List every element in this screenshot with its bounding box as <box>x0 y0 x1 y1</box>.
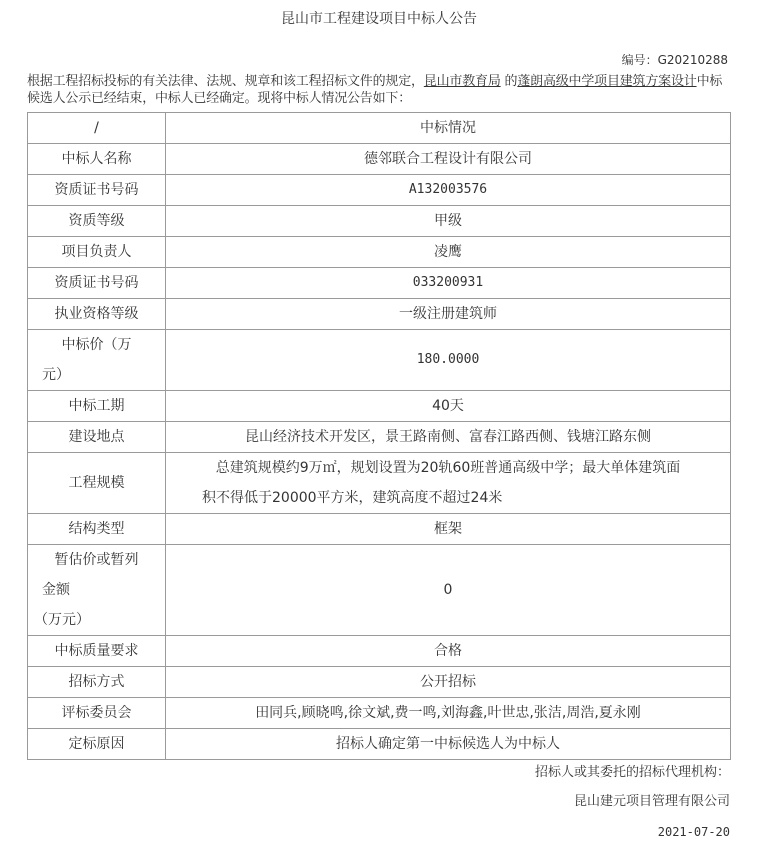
row-label: 资质证书号码 <box>28 175 166 206</box>
row-value: 招标人确定第一中标候选人为中标人 <box>166 729 731 760</box>
table-row <box>28 144 731 175</box>
row-label <box>28 545 166 636</box>
header-slash: / <box>28 113 166 144</box>
value-line: 总建筑规模约9万㎡，规划设置为20轨60班普通高级中学；最大单体建筑面 <box>215 460 681 476</box>
row-value: 公开招标 <box>166 667 731 698</box>
table-row <box>28 422 731 453</box>
table-row <box>28 206 731 237</box>
intro-prefix: 根据工程招标投标的有关法律、法规、规章和该工程招标文件的规定， <box>27 74 424 89</box>
row-label: 评标委员会 <box>28 698 166 729</box>
row-label: 建设地点 <box>28 422 166 453</box>
row-value <box>166 453 731 514</box>
row-label: 中标人名称 <box>28 144 166 175</box>
intro-suffix: 中标候选人公示已经结束，中标人已经确定。现将中标人情况公告如下： <box>27 74 723 106</box>
header-status: 中标情况 <box>166 113 731 144</box>
row-value: 180.0000 <box>166 330 731 391</box>
label-line: 暂估价或暂列 <box>54 552 139 568</box>
row-value: 033200931 <box>166 268 731 299</box>
table-row <box>28 698 731 729</box>
row-value: 昆山经济技术开发区，景王路南侧、富春江路西侧、钱塘江路东侧 <box>166 422 731 453</box>
table-row <box>28 299 731 330</box>
announcement-date: 2021-07-20 <box>657 825 730 839</box>
project-name: 蓬朗高级中学项目建筑方案设计 <box>517 74 697 89</box>
label-line: （万元） <box>34 612 90 628</box>
row-label: 定标原因 <box>28 729 166 760</box>
row-label: 结构类型 <box>28 514 166 545</box>
agent-label: 招标人或其委托的招标代理机构： <box>534 765 730 780</box>
label-line: 金额 <box>42 582 70 598</box>
agent-name: 昆山建元项目管理有限公司 <box>573 794 730 809</box>
row-label: 中标质量要求 <box>28 636 166 667</box>
row-label: 资质证书号码 <box>28 268 166 299</box>
row-label: 项目负责人 <box>28 237 166 268</box>
row-label: 招标方式 <box>28 667 166 698</box>
tenderer-name: 昆山市教育局 <box>423 74 501 89</box>
page-title: 昆山市工程建设项目中标人公告 <box>281 11 477 27</box>
row-value: 甲级 <box>166 206 731 237</box>
row-label <box>28 330 166 391</box>
table-row <box>28 175 731 206</box>
table-row <box>28 667 731 698</box>
table-row <box>28 330 731 391</box>
row-value: 合格 <box>166 636 731 667</box>
intro-mid: 的 <box>500 74 518 89</box>
row-value: A132003576 <box>166 175 731 206</box>
table-row <box>28 268 731 299</box>
row-value: 德邻联合工程设计有限公司 <box>166 144 731 175</box>
row-label: 资质等级 <box>28 206 166 237</box>
row-value: 凌鹰 <box>166 237 731 268</box>
table-row <box>28 237 731 268</box>
table-row <box>28 453 731 514</box>
value-line: 积不得低于20000平方米，建筑高度不超过24米 <box>202 490 503 506</box>
row-value: 一级注册建筑师 <box>166 299 731 330</box>
table-row <box>28 729 731 760</box>
row-value: 0 <box>166 545 731 636</box>
row-label: 执业资格等级 <box>28 299 166 330</box>
table-row <box>28 514 731 545</box>
table-row <box>28 636 731 667</box>
row-label: 工程规模 <box>28 453 166 514</box>
table-row <box>28 545 731 636</box>
award-table <box>27 112 731 760</box>
row-value: 框架 <box>166 514 731 545</box>
row-value: 40天 <box>166 391 731 422</box>
label-line: 元） <box>42 367 70 383</box>
intro-paragraph <box>27 73 732 107</box>
row-label: 中标工期 <box>28 391 166 422</box>
table-header-row <box>28 113 731 144</box>
document-number: 编号：G20210288 <box>621 53 728 67</box>
row-value: 田同兵,顾晓鸣,徐文斌,费一鸣,刘海鑫,叶世忠,张洁,周浩,夏永刚 <box>166 698 731 729</box>
label-line: 中标价（万 <box>61 337 132 353</box>
table-row <box>28 391 731 422</box>
